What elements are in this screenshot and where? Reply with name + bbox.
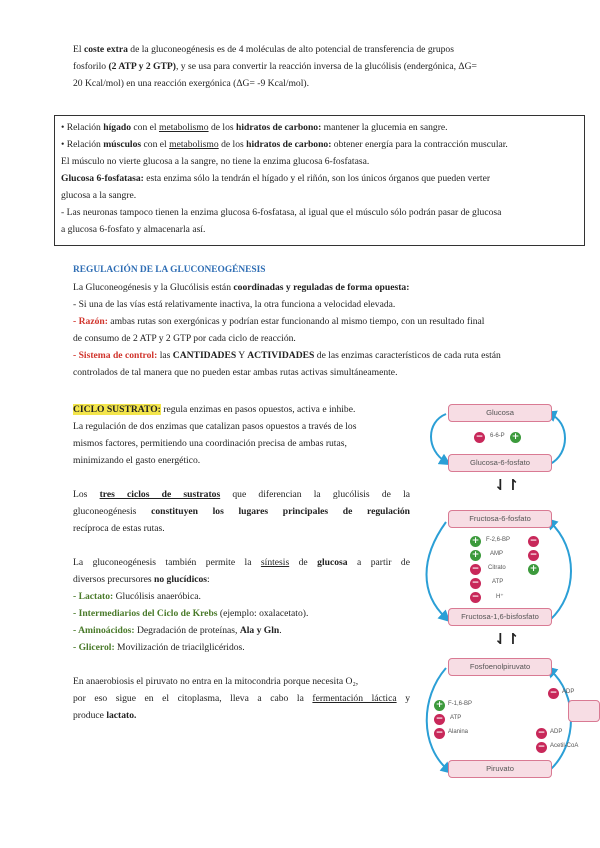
ciclo-line-6: gluconeogénesis constituyen los lugares principales de regulación (73, 506, 410, 517)
minus-icon: − (471, 578, 480, 588)
label-f16bp: F-1,6-BP (448, 701, 473, 707)
regulation-section (73, 262, 583, 381)
box-line-2: • Relación músculos con el metabolismo de los hidratos de carbono: obtener energía para la contracción muscular. (61, 139, 508, 150)
ciclo-line-5: Los tres ciclos de sustratos que diferencian la glucólisis de la (73, 489, 410, 500)
plus-icon: + (435, 700, 444, 710)
minus-icon: − (537, 728, 546, 738)
ciclo-line-13: - Glicerol: Movilización de triacilglicéridos. (73, 642, 245, 653)
ciclo-line-9: diversos precursores no glucídicos: (73, 574, 210, 585)
minus-icon: − (475, 432, 484, 442)
box-line-5: glucosa a la sangre. (61, 190, 137, 201)
ciclo-line-1: CICLO SUSTRATO: regula enzimas en pasos opuestos, activa e inhibe. (73, 404, 356, 415)
reg-line-3: - Razón: ambas rutas son exergónicas y podrían estar funcionando al mismo tiempo, con un resultado final (73, 316, 485, 327)
box-line-1: • Relación hígado con el metabolismo de los hidratos de carbono: mantener la glucemia en sangre. (61, 122, 448, 133)
intro-line-2: fosforilo (2 ATP y 2 GTP), y se usa para convertir la reacción inversa de la glucólisis (endergónica, ΔG= (73, 61, 477, 72)
minus-icon: − (537, 742, 546, 752)
minus-icon: − (435, 728, 444, 738)
ciclo-line-8: La gluconeogénesis también permite la síntesis de glucosa a partir de (73, 557, 410, 568)
ciclo-line-4: minimizando el gasto energético. (73, 455, 201, 466)
node-fosfoenolpiruvato: Fosfoenolpiruvato (448, 658, 552, 676)
ciclo-line-10: - Lactato: Glucólisis anaeróbica. (73, 591, 201, 602)
node-fructosa-6-fosfato: Fructosa-6-fosfato (448, 510, 552, 528)
reg-line-2: - Si una de las vías está relativamente inactiva, la otra funciona a velocidad elevada. (73, 299, 396, 310)
reversible-arrow-2: ⇃↾ (494, 630, 520, 648)
minus-icon: − (529, 550, 538, 560)
label-h: H⁺ (496, 594, 504, 600)
label-adp-top: ADP (562, 689, 575, 695)
arc-left-2 (427, 522, 447, 618)
plus-icon: + (471, 550, 480, 560)
label-citrato: Citrato (488, 565, 506, 571)
node-fructosa-1-6-bisfosfato: Fructosa-1,6-bisfosfato (448, 608, 552, 626)
intro-line-1: El coste extra de la gluconeogénesis es de 4 moléculas de alto potencial de transferencia de grupos (73, 44, 454, 55)
label-alanina: Alanina (448, 729, 469, 735)
label-amp: AMP (490, 551, 504, 557)
ciclo-line-2: La regulación de dos enzimas que catalizan pasos opuestos a través de los (73, 421, 357, 432)
label-f26bp: F-2,6-BP (486, 537, 511, 543)
ciclo-line-14: En anaerobiosis el piruvato no entra en la mitocondria porque necesita O₂, (73, 676, 359, 687)
label-acetil-coa: Acetil-CoA (550, 743, 579, 749)
reg-line-4: de consumo de 2 ATP y 2 GTP por cada ciclo de reacción. (73, 333, 296, 344)
reg-line-6: controlados de tal manera que no pueden estar ambas rutas activas simultáneamente. (73, 367, 398, 378)
ciclo-line-3: mismos factores, permitiendo una coordinación precisa de ambas rutas, (73, 438, 347, 449)
ciclo-line-15: por eso sigue en el citoplasma, lleva a cabo la fermentación láctica y (73, 693, 410, 704)
intro-line-3: 20 Kcal/mol) en una reacción exergónica (ΔG= -9 Kcal/mol). (73, 78, 309, 89)
minus-icon: − (471, 564, 480, 574)
reg-line-5: - Sistema de control: las CANTIDADES Y ACTIVIDADES de las enzimas característicos de cada ruta están (73, 350, 501, 361)
minus-icon: − (529, 536, 538, 546)
plus-icon: + (471, 536, 480, 546)
node-piruvato: Piruvato (448, 760, 552, 778)
box-line-7: a glucosa 6-fosfato y almacenarla así. (61, 224, 206, 235)
ciclo-column (73, 401, 410, 724)
label-atp-2: ATP (450, 715, 462, 721)
arc-right-2 (550, 522, 571, 620)
gluconeogenesis-diagram (418, 398, 600, 790)
reg-line-1: La Gluconeogénesis y la Glucólisis están coordinadas y reguladas de forma opuesta: (73, 282, 410, 293)
plus-icon: + (529, 564, 538, 574)
label-adp-2: ADP (550, 729, 563, 735)
arc-left-1 (431, 414, 446, 462)
regulation-title: REGULACIÓN DE LA GLUCONEOGÉNESIS (73, 265, 266, 275)
node-glucosa-6-fosfato: Glucosa-6-fosfato (448, 454, 552, 472)
plus-icon: + (511, 432, 520, 442)
label-g6p: 6-6-P (490, 433, 505, 439)
intro-paragraph (73, 41, 553, 92)
minus-icon: − (435, 714, 444, 724)
info-box (54, 115, 585, 246)
ciclo-line-12: - Aminoácidos: Degradación de proteínas, Ala y Gln. (73, 625, 282, 636)
box-line-3: El músculo no vierte glucosa a la sangre, no tiene la enzima glucosa 6-fosfatasa. (61, 156, 370, 167)
minus-icon: − (549, 688, 558, 698)
minus-icon: − (471, 592, 480, 602)
node-glucosa: Glucosa (448, 404, 552, 422)
ciclo-line-7: recíproca de estas rutas. (73, 523, 165, 534)
side-box (568, 700, 600, 722)
ciclo-line-16: produce lactato. (73, 710, 137, 721)
reversible-arrow-1: ⇃↾ (494, 476, 520, 494)
box-line-6: - Las neuronas tampoco tienen la enzima glucosa 6-fosfatasa, al igual que el músculo sólo podrán pasar de glucosa (61, 207, 502, 218)
box-line-4: Glucosa 6-fosfatasa: esta enzima sólo la tendrán el hígado y el riñón, son los únicos órganos que pueden verter (61, 173, 491, 184)
ciclo-line-11: - Intermediarios del Ciclo de Krebs (ejemplo: oxalacetato). (73, 608, 309, 619)
arc-right-1 (550, 414, 565, 464)
label-atp: ATP (492, 579, 504, 585)
